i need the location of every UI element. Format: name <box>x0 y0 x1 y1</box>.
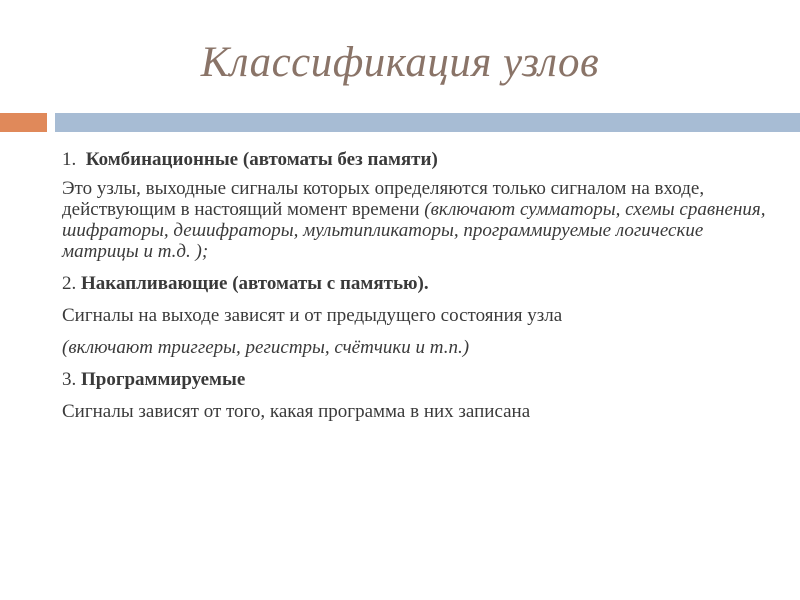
item-2-description-plain <box>62 306 782 326</box>
item-2-desc-plain: Сигналы на выходе зависят и от предыдущего состояния узла <box>62 305 563 326</box>
item-2-number: 2. <box>62 273 77 294</box>
item-1-description <box>62 178 782 262</box>
item-1-heading-text: Комбинационные (автоматы без памяти) <box>85 149 438 170</box>
item-3-heading-text: Программируемые <box>81 369 246 390</box>
item-2-desc-italic: (включают триггеры, регистры, счётчики и т.п.) <box>62 337 470 358</box>
item-3-number: 3. <box>62 369 77 390</box>
item-1-heading <box>62 150 782 170</box>
item-2-description-italic <box>62 338 782 358</box>
item-3-desc-plain: Сигналы зависят от того, какая программа в них записана <box>62 401 531 422</box>
item-1-number: 1. <box>62 149 77 170</box>
accent-bar-blue <box>55 113 800 132</box>
item-2-heading <box>62 274 782 294</box>
item-1-desc-italic: (включают сумматоры, схемы сравнения, шифраторы, дешифраторы, мультипликаторы, программируемые логические матрицы и т.д. ); <box>62 199 766 262</box>
slide-content <box>62 150 782 430</box>
item-3-heading <box>62 370 782 390</box>
item-2-heading-text: Накапливающие (автоматы с памятью). <box>81 273 429 294</box>
item-1-desc-plain: Это узлы, выходные сигналы которых определяются только сигналом на входе, действующим в настоящий момент времени <box>62 178 705 220</box>
item-3-description <box>62 402 782 422</box>
slide-title: Классификация узлов <box>200 39 600 86</box>
accent-bar-orange <box>0 113 47 132</box>
